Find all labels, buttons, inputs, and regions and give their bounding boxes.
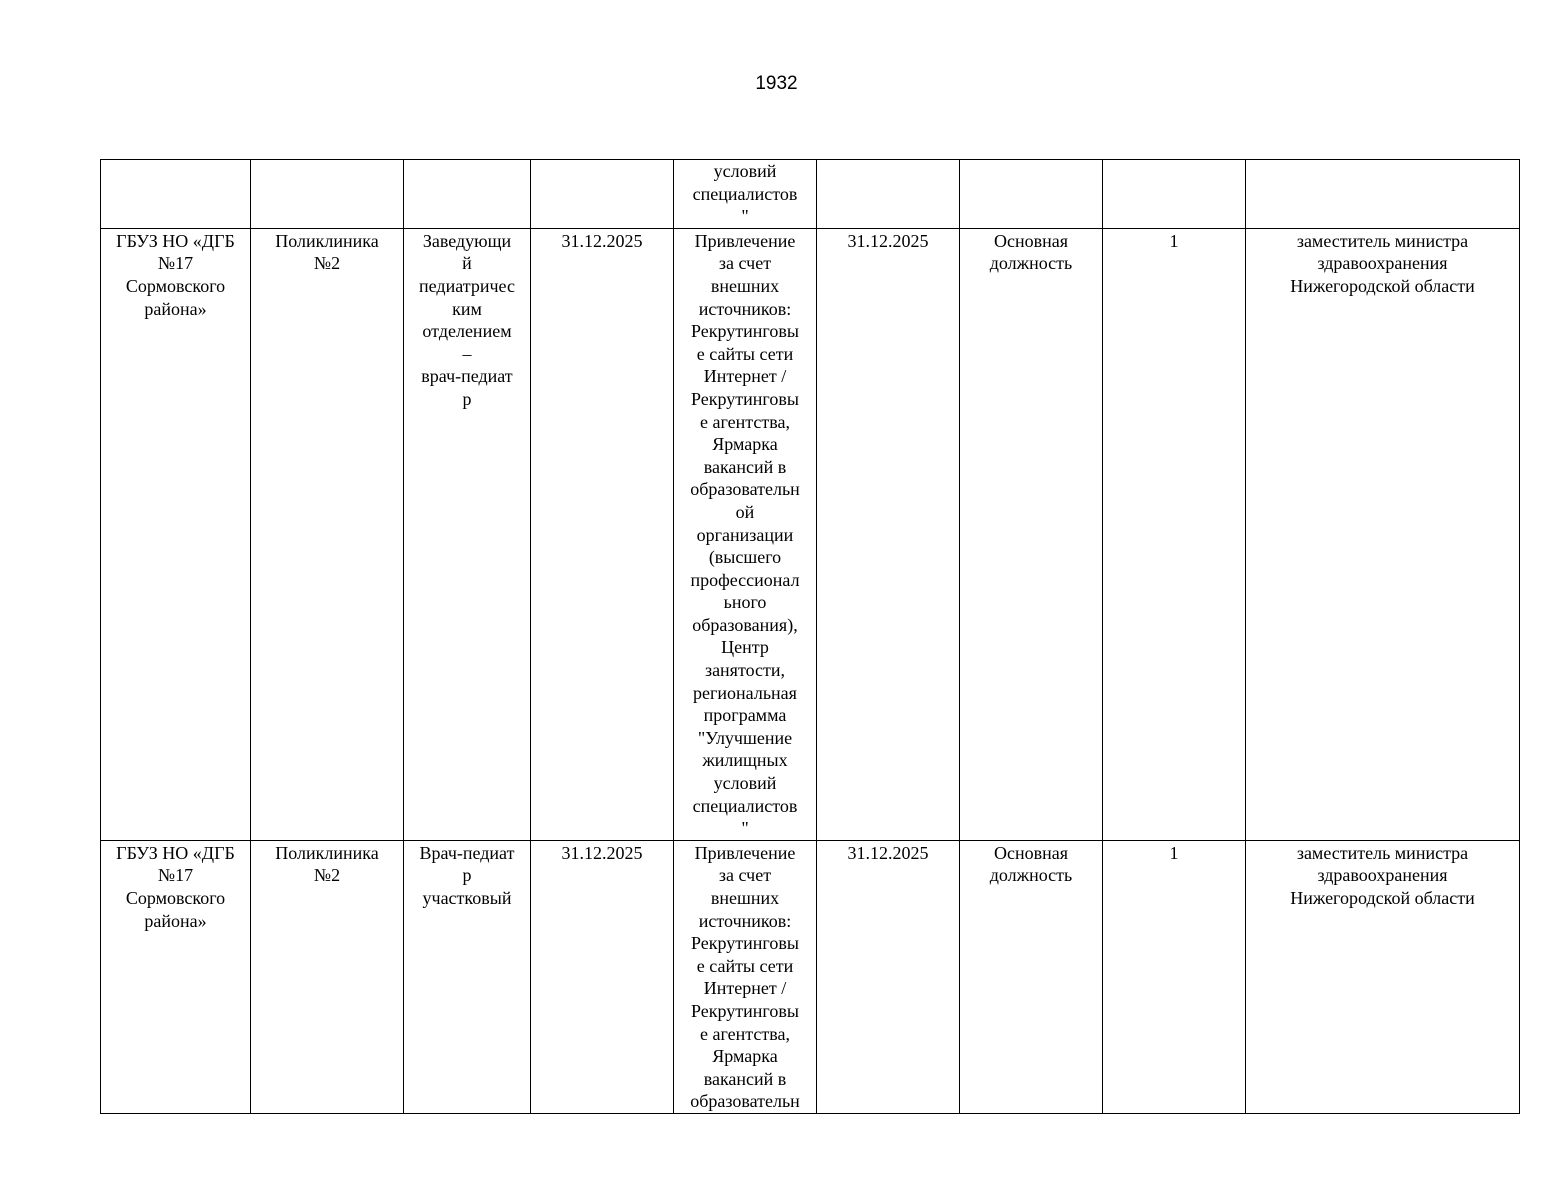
cell-measures: Привлечение за счет внешних источников: Рекрутинговы е сайты сети Интернет / Рекрутинговы е агентства, Ярмарка вакансий в образовательн	[674, 840, 817, 1113]
table-row	[101, 228, 1520, 840]
cell-count: 1	[1103, 228, 1246, 840]
cell-position: Заведующи й педиатричес ким отделением – врач-педиат р	[404, 228, 531, 840]
cell-date	[531, 160, 674, 229]
page-number: 1932	[755, 73, 798, 94]
cell-count	[1103, 160, 1246, 229]
cell-post-type: Основная должность	[960, 228, 1103, 840]
cell-measures: условий специалистов "	[674, 160, 817, 229]
cell-date: 31.12.2025	[531, 840, 674, 1113]
cell-measures: Привлечение за счет внешних источников: Рекрутинговы е сайты сети Интернет / Рекрутинговы е агентства, Ярмарка вакансий в образовательн ой организации (высшего профессионал ьного образования), Центр занятости, региональная программа "Улучшение жилищных условий специалистов "	[674, 228, 817, 840]
table-row	[101, 160, 1520, 229]
cell-organization: ГБУЗ НО «ДГБ №17 Сормовского района»	[101, 228, 251, 840]
cell-date-2: 31.12.2025	[817, 840, 960, 1113]
cell-unit: Поликлиника №2	[251, 228, 404, 840]
cell-position	[404, 160, 531, 229]
cell-responsible: заместитель министра здравоохранения Нижегородской области	[1246, 840, 1520, 1113]
staffing-table	[100, 159, 1520, 1114]
cell-organization: ГБУЗ НО «ДГБ №17 Сормовского района»	[101, 840, 251, 1113]
cell-date: 31.12.2025	[531, 228, 674, 840]
cell-date-2	[817, 160, 960, 229]
cell-unit: Поликлиника №2	[251, 840, 404, 1113]
cell-responsible: заместитель министра здравоохранения Нижегородской области	[1246, 228, 1520, 840]
cell-count: 1	[1103, 840, 1246, 1113]
cell-unit	[251, 160, 404, 229]
cell-organization	[101, 160, 251, 229]
table-row	[101, 840, 1520, 1113]
cell-position: Врач-педиат р участковый	[404, 840, 531, 1113]
cell-date-2: 31.12.2025	[817, 228, 960, 840]
cell-post-type	[960, 160, 1103, 229]
cell-responsible	[1246, 160, 1520, 229]
cell-post-type: Основная должность	[960, 840, 1103, 1113]
